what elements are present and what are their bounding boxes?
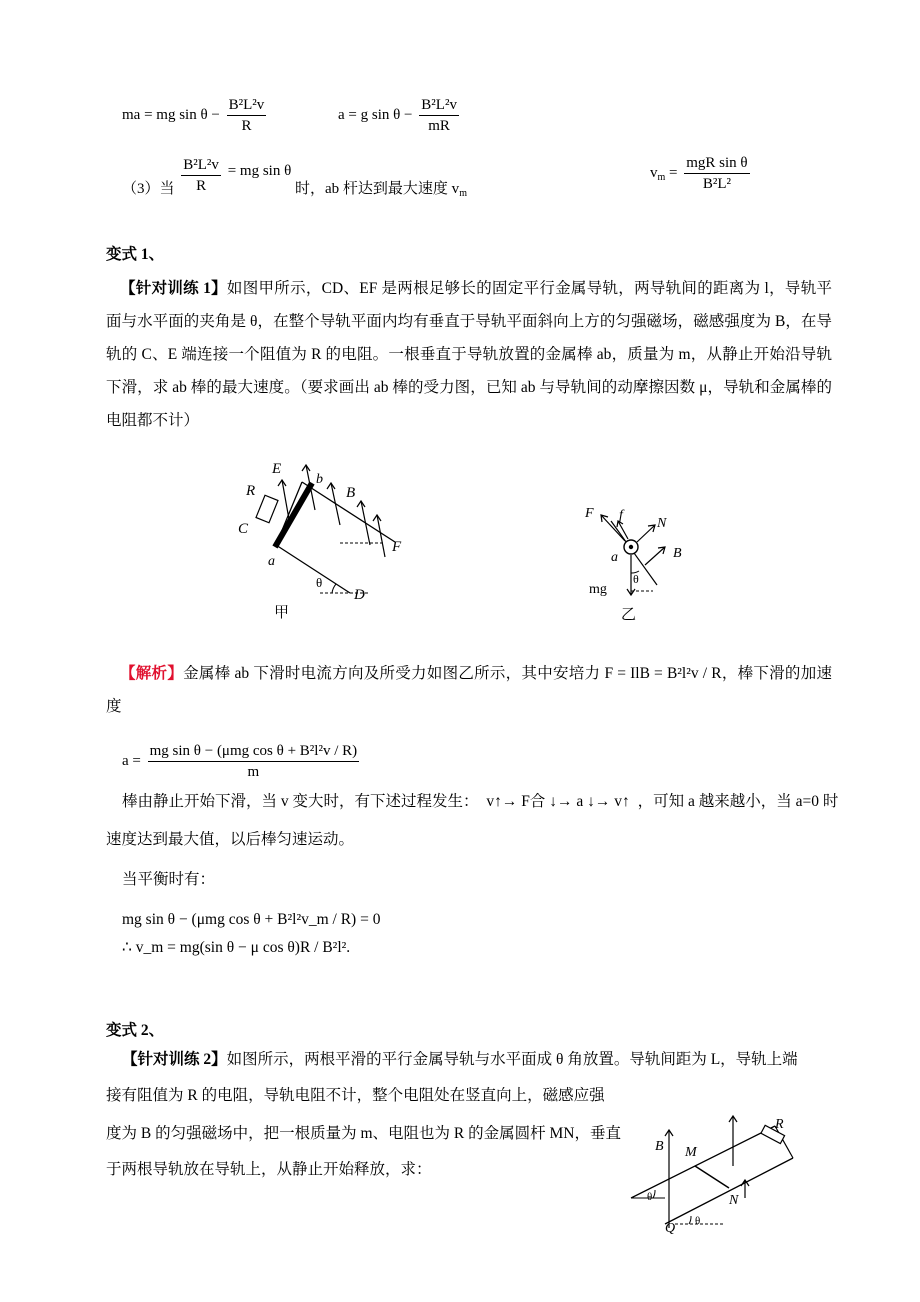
figure-jia xyxy=(220,455,420,620)
label-B: B xyxy=(346,485,356,501)
step3-condition: （3）当 $\frac{\text{B²L²v}}{R}$ = mg sin θ 时，ab 杆达到最大速度 $v_m$ xyxy=(122,157,467,199)
label-F: F xyxy=(585,506,594,521)
figure-yi xyxy=(575,495,695,625)
caption-jia: 甲 xyxy=(274,605,290,620)
label-a: a xyxy=(268,554,275,569)
label-N: N xyxy=(729,1193,739,1208)
equation-vm: $v_m$ = $\frac{\text{mgR sin θ}}{\text{B²L²}}$ xyxy=(650,155,748,192)
label-C: C xyxy=(238,521,249,537)
balance-label: 当平衡时有： xyxy=(122,871,216,888)
label-B: B xyxy=(673,546,682,561)
label-B: B xyxy=(655,1139,664,1154)
label-E: E xyxy=(272,461,282,477)
label-D: D xyxy=(354,587,365,603)
label-R: R xyxy=(775,1117,784,1132)
variant2-line1: 【针对训练 2】如图所示，两根平滑的平行金属导轨与水平面成 θ 角放置。导轨间距为 L，导轨上端 xyxy=(122,1051,798,1068)
label-a: a xyxy=(611,550,618,565)
variant2-heading: 变式 2、 xyxy=(106,1022,165,1039)
label-N: N xyxy=(657,516,667,531)
equation-balance: mg sin θ − (μmg cos θ + B²l²v_m / R) = 0 xyxy=(122,911,381,928)
variant1-analysis: 【解析】金属棒 ab 下滑时电流方向及所受力如图乙所示，其中安培力 F = IlB = B²l²v / R，棒下滑的加速度 xyxy=(106,665,832,715)
label-theta-1: θ xyxy=(647,1191,653,1203)
label-f: f xyxy=(619,508,623,523)
figure-variant2 xyxy=(625,1108,795,1238)
variant1-heading: 变式 1、 xyxy=(106,246,165,263)
label-R: R xyxy=(246,483,256,499)
caption-yi: 乙 xyxy=(621,607,637,623)
label-theta: θ xyxy=(633,572,639,586)
variant2-line4: 于两根导轨放在导轨上，从静止开始释放，求： xyxy=(106,1161,432,1178)
process-line: 棒由静止开始下滑，当 v 变大时，有下述过程发生： v↑→ F合 ↓→ a ↓→ v↑ ，可知 a 越来越小，当 a=0 时 xyxy=(122,793,839,810)
equation-ma: ma = mg sin θ − $\frac{\text{B²L²v}}{R}$ xyxy=(122,97,265,134)
label-theta-2: θ xyxy=(695,1215,701,1227)
label-b: b xyxy=(316,472,323,487)
equation-acceleration: a = $\frac{\text{mg sin θ − (μmg cos θ + B²l²v / R)}}{m}$ xyxy=(122,743,358,780)
label-F: F xyxy=(392,539,402,555)
variant2-line2: 接有阻值为 R 的电阻，导轨电阻不计，整个电阻处在竖直向上，磁感应强 xyxy=(106,1087,605,1104)
equation-result: ∴ v_m = mg(sin θ − μ cos θ)R / B²l². xyxy=(122,939,351,956)
process-line-2: 速度达到最大值，以后棒匀速运动。 xyxy=(106,831,355,848)
variant1-problem: 【针对训练 1】如图甲所示，CD、EF 是两根足够长的固定平行金属导轨，两导轨间的距离为 l，导轨平面与水平面的夹角是 θ，在整个导轨平面内均有垂直于导轨平面斜向上方的匀强磁场，磁感强度为 B，在导轨的 C、E 端连接一个阻值为 R 的电阻。一根垂直于导轨放置的金属棒 ab，质量为 m，从静止开始沿导轨下滑，求 ab 棒的最大速度。（要求画出 ab 棒的受力图，已知 ab 与导轨间的动摩擦因数 μ，导轨和金属棒的电阻都不计） xyxy=(106,280,832,429)
label-mg: mg xyxy=(589,582,607,597)
variant2-line3: 度为 B 的匀强磁场中，把一根质量为 m、电阻也为 R 的金属圆杆 MN，垂直 xyxy=(106,1125,621,1142)
label-M: M xyxy=(685,1145,697,1160)
label-theta: θ xyxy=(316,575,323,590)
label-Q: Q xyxy=(665,1221,676,1236)
equation-a: a = g sin θ − $\frac{\text{B²L²v}}{mR}$ xyxy=(338,97,457,134)
